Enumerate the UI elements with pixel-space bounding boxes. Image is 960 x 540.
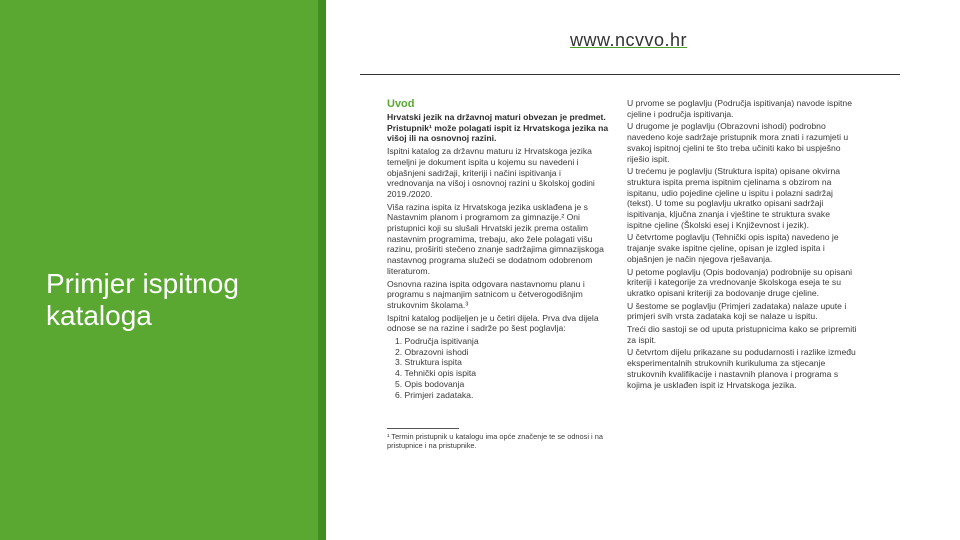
list-item: 5. Opis bodovanja	[395, 378, 465, 389]
document-paragraph: U drugome je poglavlju (Obrazovni ishodi) podrobno navedeno koje sadržaje pristupnik mora znati i razumjeti u svakoj ispitnoj cjelini te što treba učiniti kako bi uspješno riješio ispit.	[627, 121, 849, 164]
horizontal-divider	[360, 74, 900, 75]
document-paragraph: Ispitni katalog podijeljen je u četiri dijela. Prva dva dijela odnose se na razine i sadrže po šest poglavlja:	[387, 312, 599, 334]
list-item: 2. Obrazovni ishodi	[395, 346, 469, 357]
list-item: 6. Primjeri zadataka.	[395, 389, 474, 400]
document-paragraph: Viša razina ispita iz Hrvatskoga jezika usklađena je s Nastavnim planom i programom za gimnazije.² Oni pristupnici koji su slušali Hrvatski jezik prema ostalim nastavnim programima, trebaju, ako žele polagati višu razinu, proširiti stečeno znanje sadržajima gimnazijskoga nastavnog programa služeći se dodatnom odobrenom literaturom.	[387, 201, 604, 276]
document-paragraph: Ispitni katalog za državnu maturu iz Hrvatskoga jezika temeljni je dokument ispita u kojemu su navedeni i objašnjeni sadržaji, kriteriji i načini ispitivanja i vrednovanja na višoj i osnovnoj razini u školskoj godini 2019./2020.	[387, 146, 595, 199]
website-link[interactable]: www.ncvvo.hr	[570, 30, 688, 50]
document-paragraph: Osnovna razina ispita odgovara nastavnomu planu i programu s najmanjim satnicom u četverogodišnjim strukovnim školama.³	[387, 278, 585, 310]
document-right-column	[627, 98, 857, 392]
document-paragraph: U prvome se poglavlju (Područja ispitivanja) navode ispitne cjeline i područja ispitivanja.	[627, 98, 852, 119]
document-paragraph: Treći dio sastoji se od uputa pristupnicima kako se pripremiti za ispit.	[627, 324, 857, 345]
catalog-page-image	[387, 98, 857, 498]
document-left-column	[387, 98, 609, 450]
list-item: 1. Područja ispitivanja	[395, 336, 479, 347]
list-item: 3. Struktura ispita	[395, 357, 462, 368]
document-paragraph: U šestome se poglavlju (Primjeri zadataka) nalaze upute i primjeri svih vrsta zadataka koji se nalaze u ispitu.	[627, 300, 847, 322]
panel-accent-stripe	[318, 0, 326, 540]
document-paragraph: Hrvatski jezik na državnoj maturi obvezan je predmet. Pristupnik¹ može polagati ispit iz Hrvatskoga jezika na višoj ili na osnovnoj razini.	[387, 112, 609, 144]
document-paragraph: U petome poglavlju (Opis bodovanja) podrobnije su opisani kriteriji i kategorije za vrednovanje školskoga eseja te su ukratko opisani kriteriji za bodovanje drugе cjeline.	[627, 266, 853, 298]
chapter-list	[387, 336, 609, 400]
footnote-divider	[387, 428, 459, 429]
document-paragraph: U četvrtom dijelu prikazane su podudarnosti i razlike između eksperimentalnih strukovnih kurikuluma za stjecanje strukovnih kvalifikacije i nastavnih planova i programa s kojima je usklađen ispit iz Hrvatskoga jezika.	[627, 347, 856, 390]
list-item: 4. Tehnički opis ispita	[395, 368, 477, 379]
footnote: ¹ Termin pristupnik u katalogu ima opće značenje te se odnosi i na pristupnice i na pristupnike.	[387, 432, 603, 451]
document-heading: Uvod	[387, 98, 415, 110]
slide-title: Primjer ispitnog kataloga	[46, 268, 239, 331]
document-paragraph: U trećemu je poglavlju (Struktura ispita) opisane okvirna struktura ispita prema ispitnim cjelinama s obzirom na ispitanu, udio pojedine cjeline u ispitu i polazni sadržaj (tekst). U tome su poglavlju ukratko opisani sadržaji ispitivanja, ključna znanja i vještine te struktura svake ispitne cjeline (Školski esej i Književnost i jezik).	[627, 166, 841, 230]
document-paragraph: U četvrtome poglavlju (Tehnički opis ispita) navedeno je trajanje svake ispitne cjeline, opisan je izgled ispita i objašnjen je način njegova rješavanja.	[627, 232, 839, 264]
